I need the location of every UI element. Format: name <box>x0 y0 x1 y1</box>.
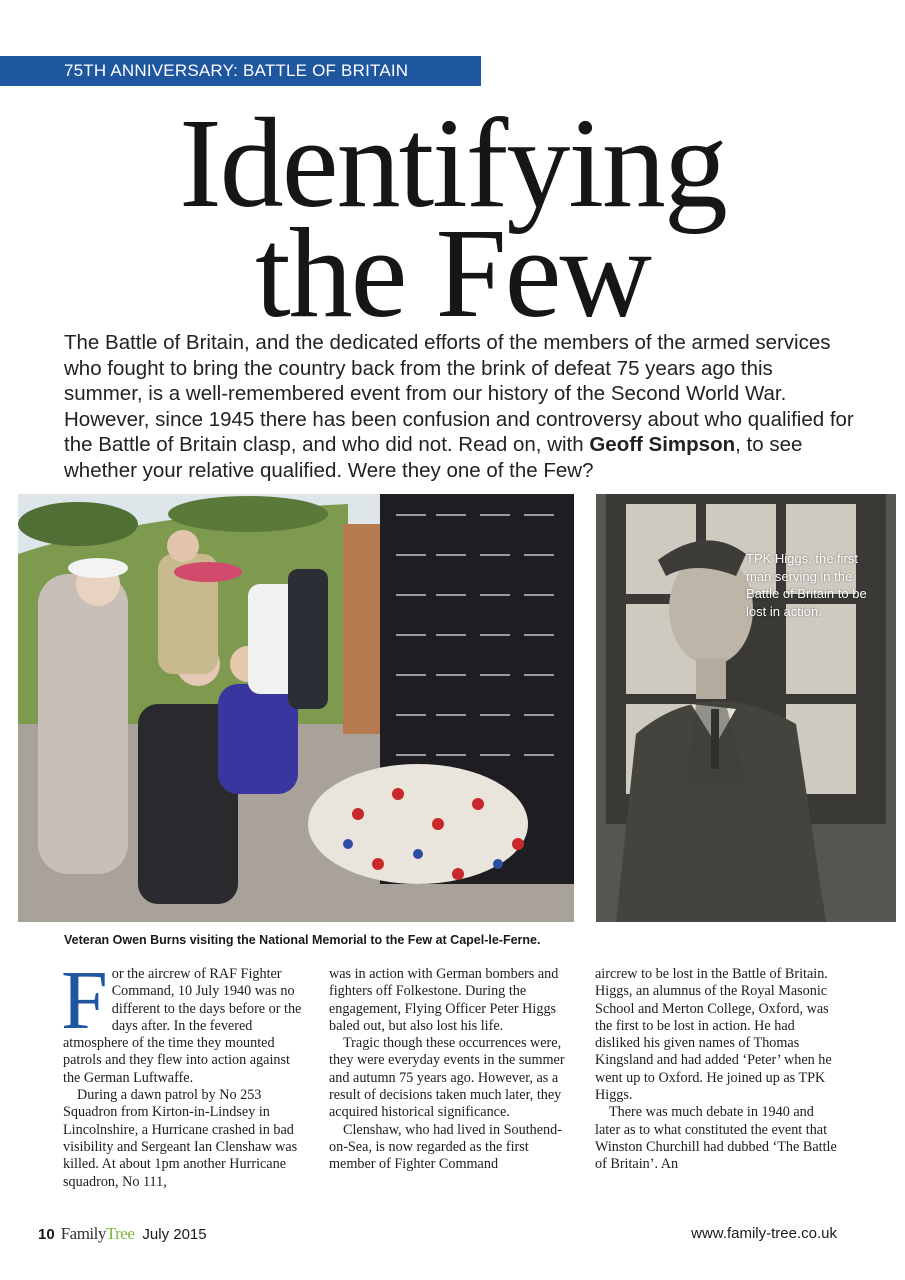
footer-website[interactable]: www.family-tree.co.uk <box>691 1225 837 1242</box>
article-paragraph: or the aircrew of RAF Fighter Command, 10 July 1940 was no different to the days before or the days after. In the fevered atmosphere of the time they mounted patrols and they flew into action against the German Luftwaffe. <box>63 966 302 1086</box>
section-banner-label: 75TH ANNIVERSARY: BATTLE OF BRITAIN <box>64 61 409 80</box>
article-paragraph: was in action with German bombers and fighters off Folkestone. During the engagement, Flying Officer Peter Higgs baled out, but also lost his life. <box>329 966 559 1034</box>
higgs-portrait-photo <box>596 494 896 922</box>
footer-folio <box>38 1224 207 1245</box>
memorial-photo-illustration <box>18 494 574 922</box>
article-column-3 <box>595 966 841 1174</box>
article-paragraph: aircrew to be lost in the Battle of Britain. Higgs, an alumnus of the Royal Masonic School and Merton College, Oxford, was the first to be lost in action. He had disliked his given names of Thomas Kingsland and had added ‘Peter’ when he went up to Oxford. He joined up as TPK Higgs. <box>595 966 832 1104</box>
article-paragraph: There was much debate in 1940 and later as to what constituted the event that Winston Churchill had dubbed ‘The Battle of Britain’. An <box>595 1104 837 1173</box>
drop-cap: F <box>61 954 108 1047</box>
article-paragraph: Tragic though these occurrences were, they were everyday events in the summer and autumn 75 years ago. However, as a result of decisions taken much later, they acquired historical significance. <box>329 1035 565 1121</box>
article-column-2 <box>329 966 575 1174</box>
photo-caption: Veteran Owen Burns visiting the National Memorial to the Few at Capel-le-Ferne. <box>64 933 541 947</box>
magazine-logo-tree: Tree <box>105 1224 135 1243</box>
standfirst <box>64 330 854 483</box>
issue-date: July 2015 <box>142 1226 207 1243</box>
author-name: Geoff Simpson <box>589 433 736 456</box>
memorial-photo <box>18 494 574 922</box>
standfirst-text-after: , to see whether your relative qualified. Were they one of the Few? <box>64 433 803 482</box>
headline-line-1: Identifying <box>179 92 726 234</box>
article-column-1 <box>61 954 309 1191</box>
magazine-logo-family: Family <box>60 1224 106 1243</box>
article-paragraph: During a dawn patrol by No 253 Squadron from Kirton-in-Lindsey in Lincolnshire, a Hurricane crashed in bad visibility and Sergeant Ian Clenshaw was killed. At about 1pm another Hurricane squadron, No 111, <box>63 1087 298 1190</box>
standfirst-text-before: The Battle of Britain, and the dedicated efforts of the members of the armed services who fought to bring the country back from the brink of defeat 75 years ago this summer, is a well-remembered event from our history of the Second World War. However, since 1945 there has been confusion and controversy about who qualified for the Battle of Britain clasp, and who did not. Read on, with <box>64 331 854 456</box>
higgs-photo-caption: TPK Higgs, the first man serving in the Battle of Britain to be lost in action. <box>746 551 867 619</box>
page-number: 10 <box>38 1226 55 1243</box>
section-banner <box>0 56 481 86</box>
headline-line-2: the Few <box>255 202 650 344</box>
article-paragraph: Clenshaw, who had lived in Southend-on-Sea, is now regarded as the first member of Fighter Command <box>329 1121 562 1173</box>
